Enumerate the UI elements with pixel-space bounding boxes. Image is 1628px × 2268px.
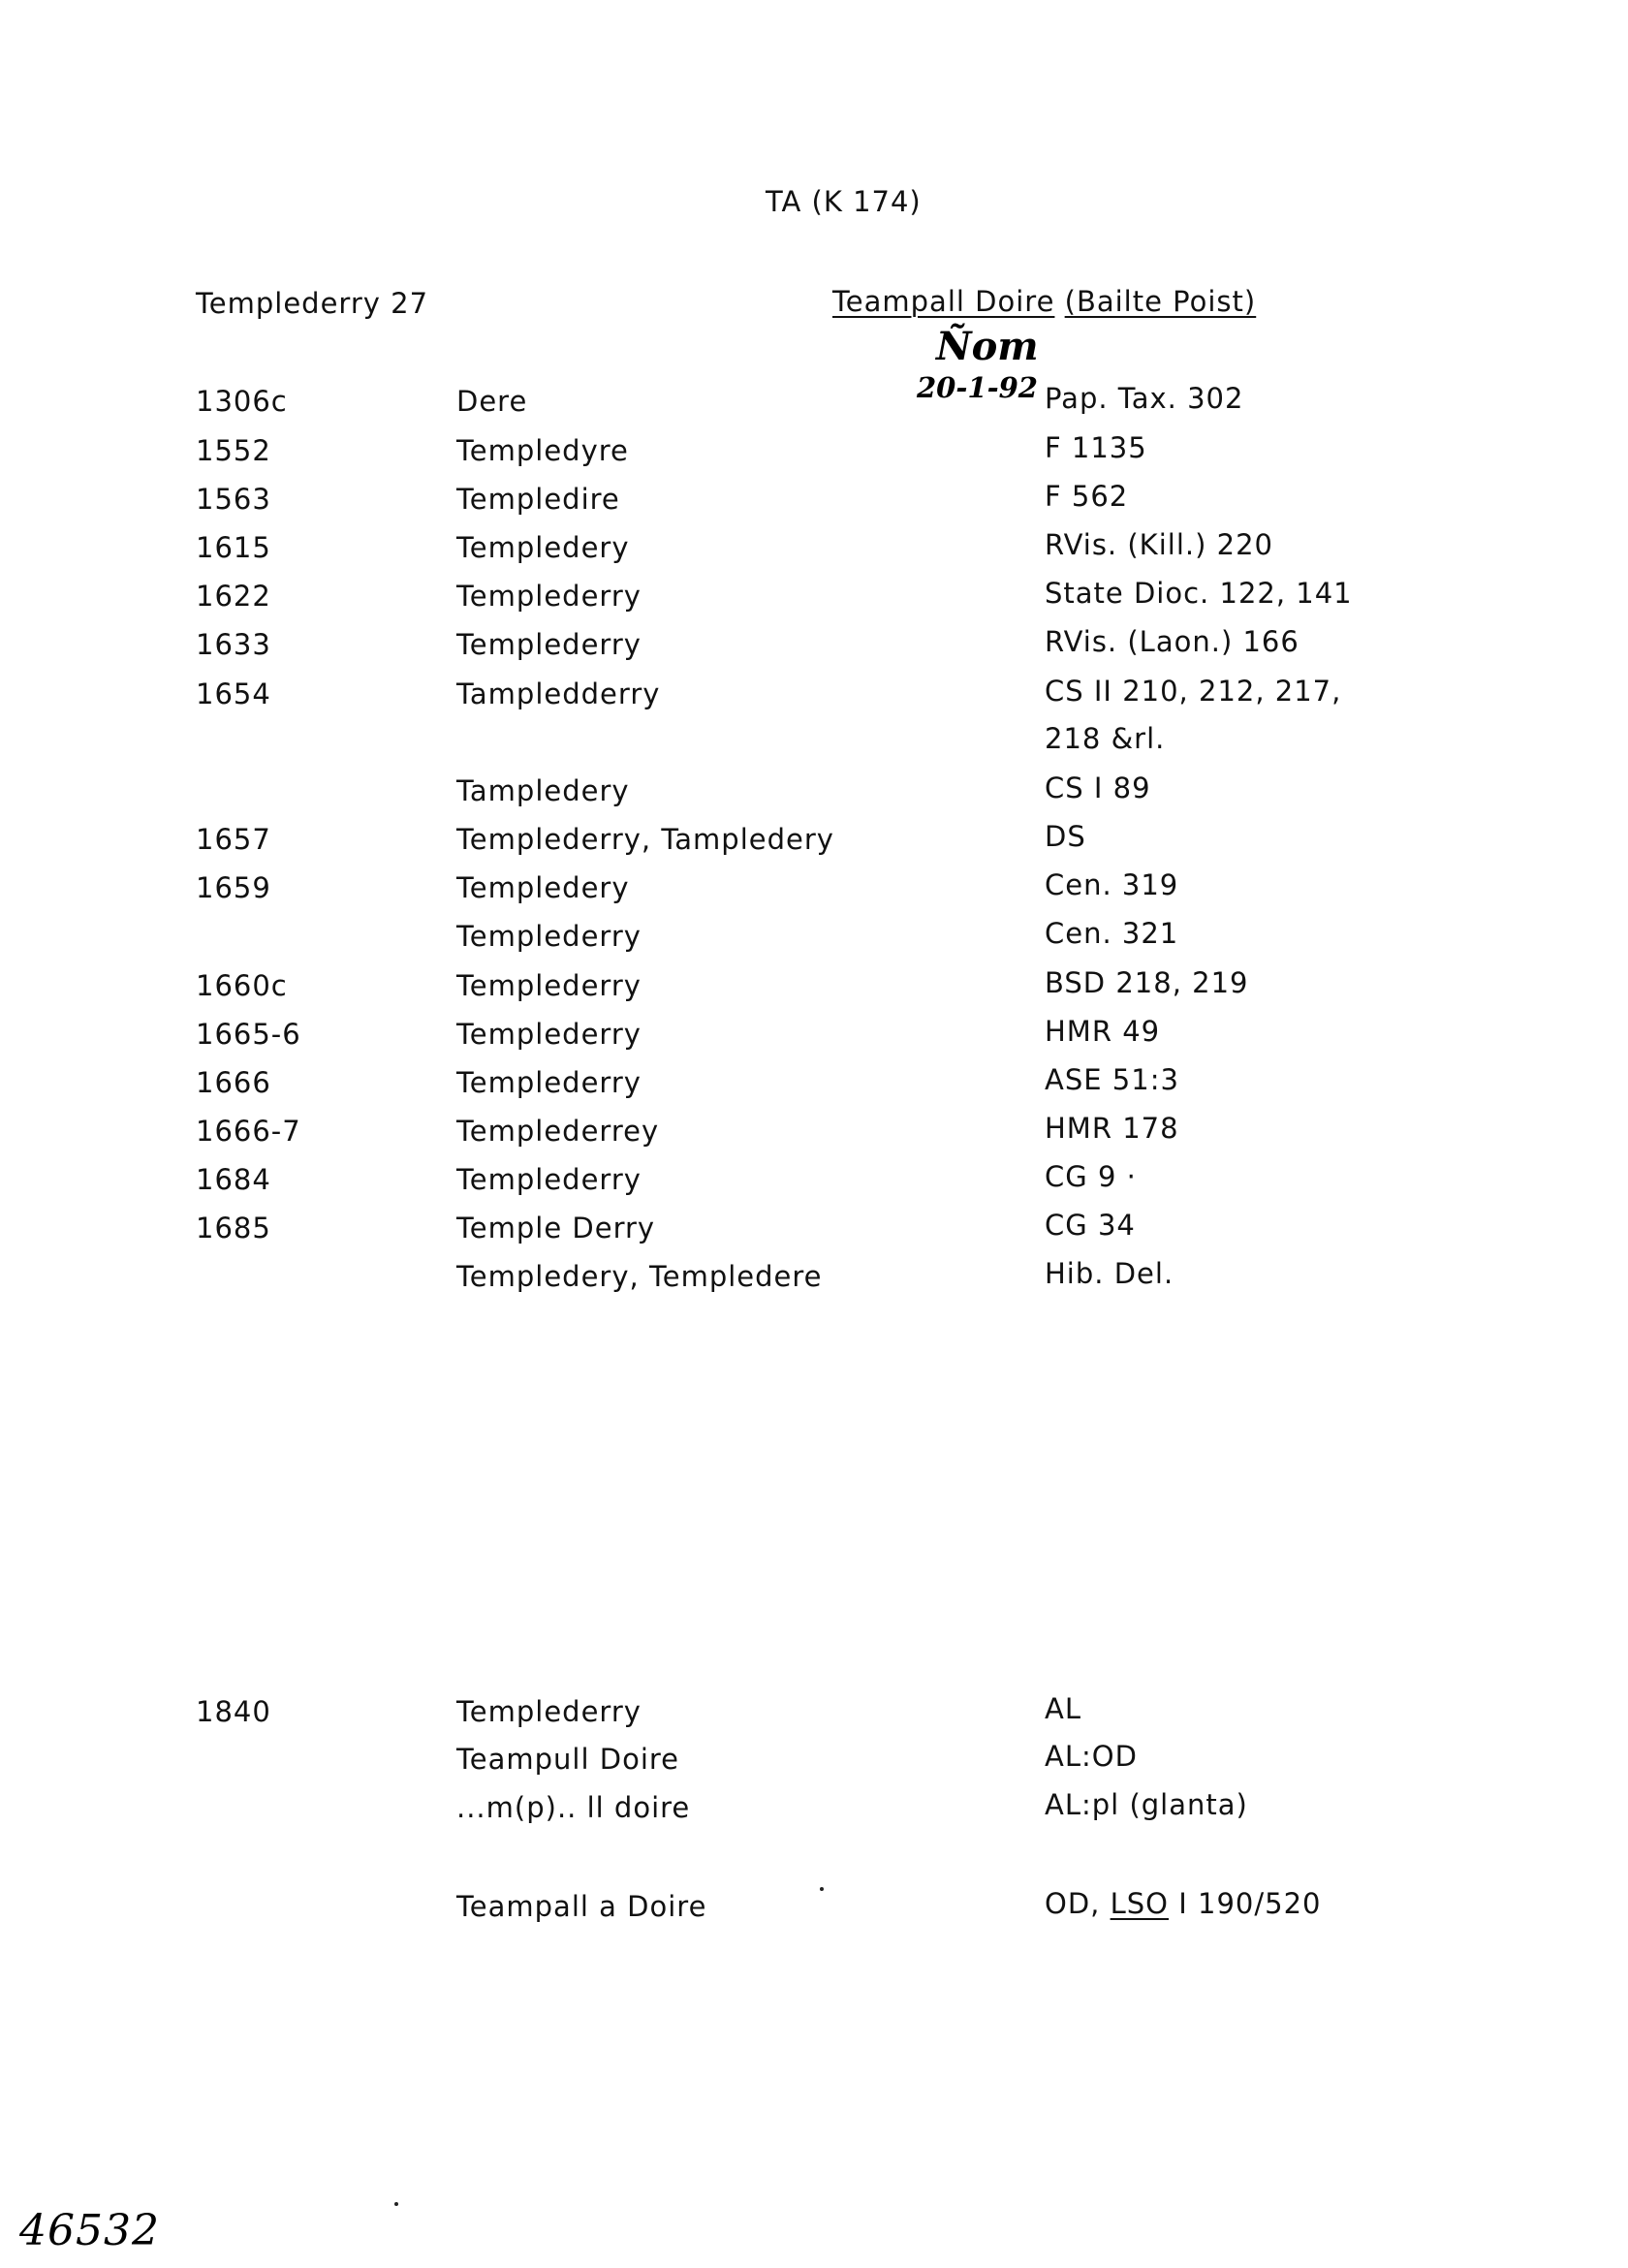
entry-source: RVis. (Laon.) 166 xyxy=(1045,625,1299,658)
entry-source: State Dioc. 122, 141 xyxy=(1045,577,1353,610)
entry-form: Templederry xyxy=(456,1018,642,1051)
entry-source: DS xyxy=(1045,820,1086,853)
entry-year: 1654 xyxy=(196,677,271,710)
entry-source: BSD 218, 219 xyxy=(1045,966,1249,999)
entry-year: 1633 xyxy=(196,628,271,661)
entry-year: 1840 xyxy=(196,1695,271,1728)
entry-form: Templederry, Tampledery xyxy=(456,823,834,856)
entry-form: Temple Derry xyxy=(456,1212,656,1244)
source-prefix: OD, xyxy=(1045,1887,1101,1920)
entry-source: Cen. 319 xyxy=(1045,868,1179,901)
entry-form: Templederry xyxy=(456,920,642,953)
entry-year: 1684 xyxy=(196,1163,271,1196)
sheet-code: TA (K 174) xyxy=(766,185,922,218)
entry-source: HMR 49 xyxy=(1045,1015,1161,1048)
entry-form: Templedery, Templedere xyxy=(456,1260,823,1293)
entry-form: Templederry xyxy=(456,1163,642,1196)
entry-form: Tampledery xyxy=(456,774,630,807)
entry-form: Templedery xyxy=(456,871,630,904)
entry-source: Pap. Tax. 302 xyxy=(1045,382,1244,415)
entry-year: 1660c xyxy=(196,969,288,1002)
entry-year: 1666 xyxy=(196,1066,271,1099)
entry-year: 1306c xyxy=(196,385,288,418)
handwritten-initials: Ñom xyxy=(936,324,1039,369)
place-number: Templederry 27 xyxy=(196,287,429,320)
entry-form: Templedyre xyxy=(456,434,629,467)
entry-form: Teampull Doire xyxy=(456,1743,680,1776)
entry-form: Templederry xyxy=(456,628,642,661)
source-underlined: LSO xyxy=(1110,1887,1169,1920)
entry-form: Templederry xyxy=(456,1695,642,1728)
entry-form: Templederry xyxy=(456,969,642,1002)
entry-year: 1665-6 xyxy=(196,1018,301,1051)
entry-source: CS II 210, 212, 217, xyxy=(1045,675,1342,708)
entry-source: F 562 xyxy=(1045,480,1129,513)
stray-mark xyxy=(394,2202,398,2206)
entry-source: Hib. Del. xyxy=(1045,1257,1174,1290)
entry-year: 1615 xyxy=(196,531,271,564)
entry-source: HMR 178 xyxy=(1045,1112,1179,1145)
entry-source: ASE 51:3 xyxy=(1045,1063,1179,1096)
entry-form: Templedery xyxy=(456,531,630,564)
entry-year: 1659 xyxy=(196,871,271,904)
entry-source: CS I 89 xyxy=(1045,772,1151,804)
entry-source xyxy=(1045,1887,1322,1920)
entry-form: Templedire xyxy=(456,483,620,516)
entry-year: 1563 xyxy=(196,483,271,516)
entry-form: Templederrey xyxy=(456,1115,660,1148)
entry-source-continuation: 218 &rl. xyxy=(1045,722,1166,755)
stray-mark xyxy=(820,1887,824,1891)
handwritten-date: 20-1-92 xyxy=(917,371,1038,404)
irish-name-heading xyxy=(832,285,1257,318)
entry-year: 1552 xyxy=(196,434,271,467)
entry-form: ...m(p).. ll doire xyxy=(456,1791,691,1824)
entry-source: AL:pl (glanta) xyxy=(1045,1788,1248,1821)
entry-source: CG 9 · xyxy=(1045,1160,1137,1193)
entry-source: RVis. (Kill.) 220 xyxy=(1045,528,1273,561)
entry-year: 1622 xyxy=(196,580,271,613)
entry-year: 1657 xyxy=(196,823,271,856)
entry-source: Cen. 321 xyxy=(1045,917,1179,950)
entry-source: AL:OD xyxy=(1045,1740,1138,1773)
entry-year: 1685 xyxy=(196,1212,271,1244)
source-suffix: I 190/520 xyxy=(1178,1887,1322,1920)
entry-form: Tampledderry xyxy=(456,677,661,710)
entry-source: F 1135 xyxy=(1045,431,1147,464)
entry-form: Teampall a Doire xyxy=(456,1890,707,1923)
entry-source: AL xyxy=(1045,1692,1081,1725)
entry-year: 1666-7 xyxy=(196,1115,301,1148)
entry-form: Dere xyxy=(456,385,528,418)
irish-name: Teampall Doire xyxy=(832,285,1055,318)
entry-form: Templederry xyxy=(456,1066,642,1099)
handwritten-number: 46532 xyxy=(19,2206,160,2255)
entry-source: CG 34 xyxy=(1045,1209,1136,1242)
entry-form: Templederry xyxy=(456,580,642,613)
irish-type: (Bailte Poist) xyxy=(1064,285,1257,318)
